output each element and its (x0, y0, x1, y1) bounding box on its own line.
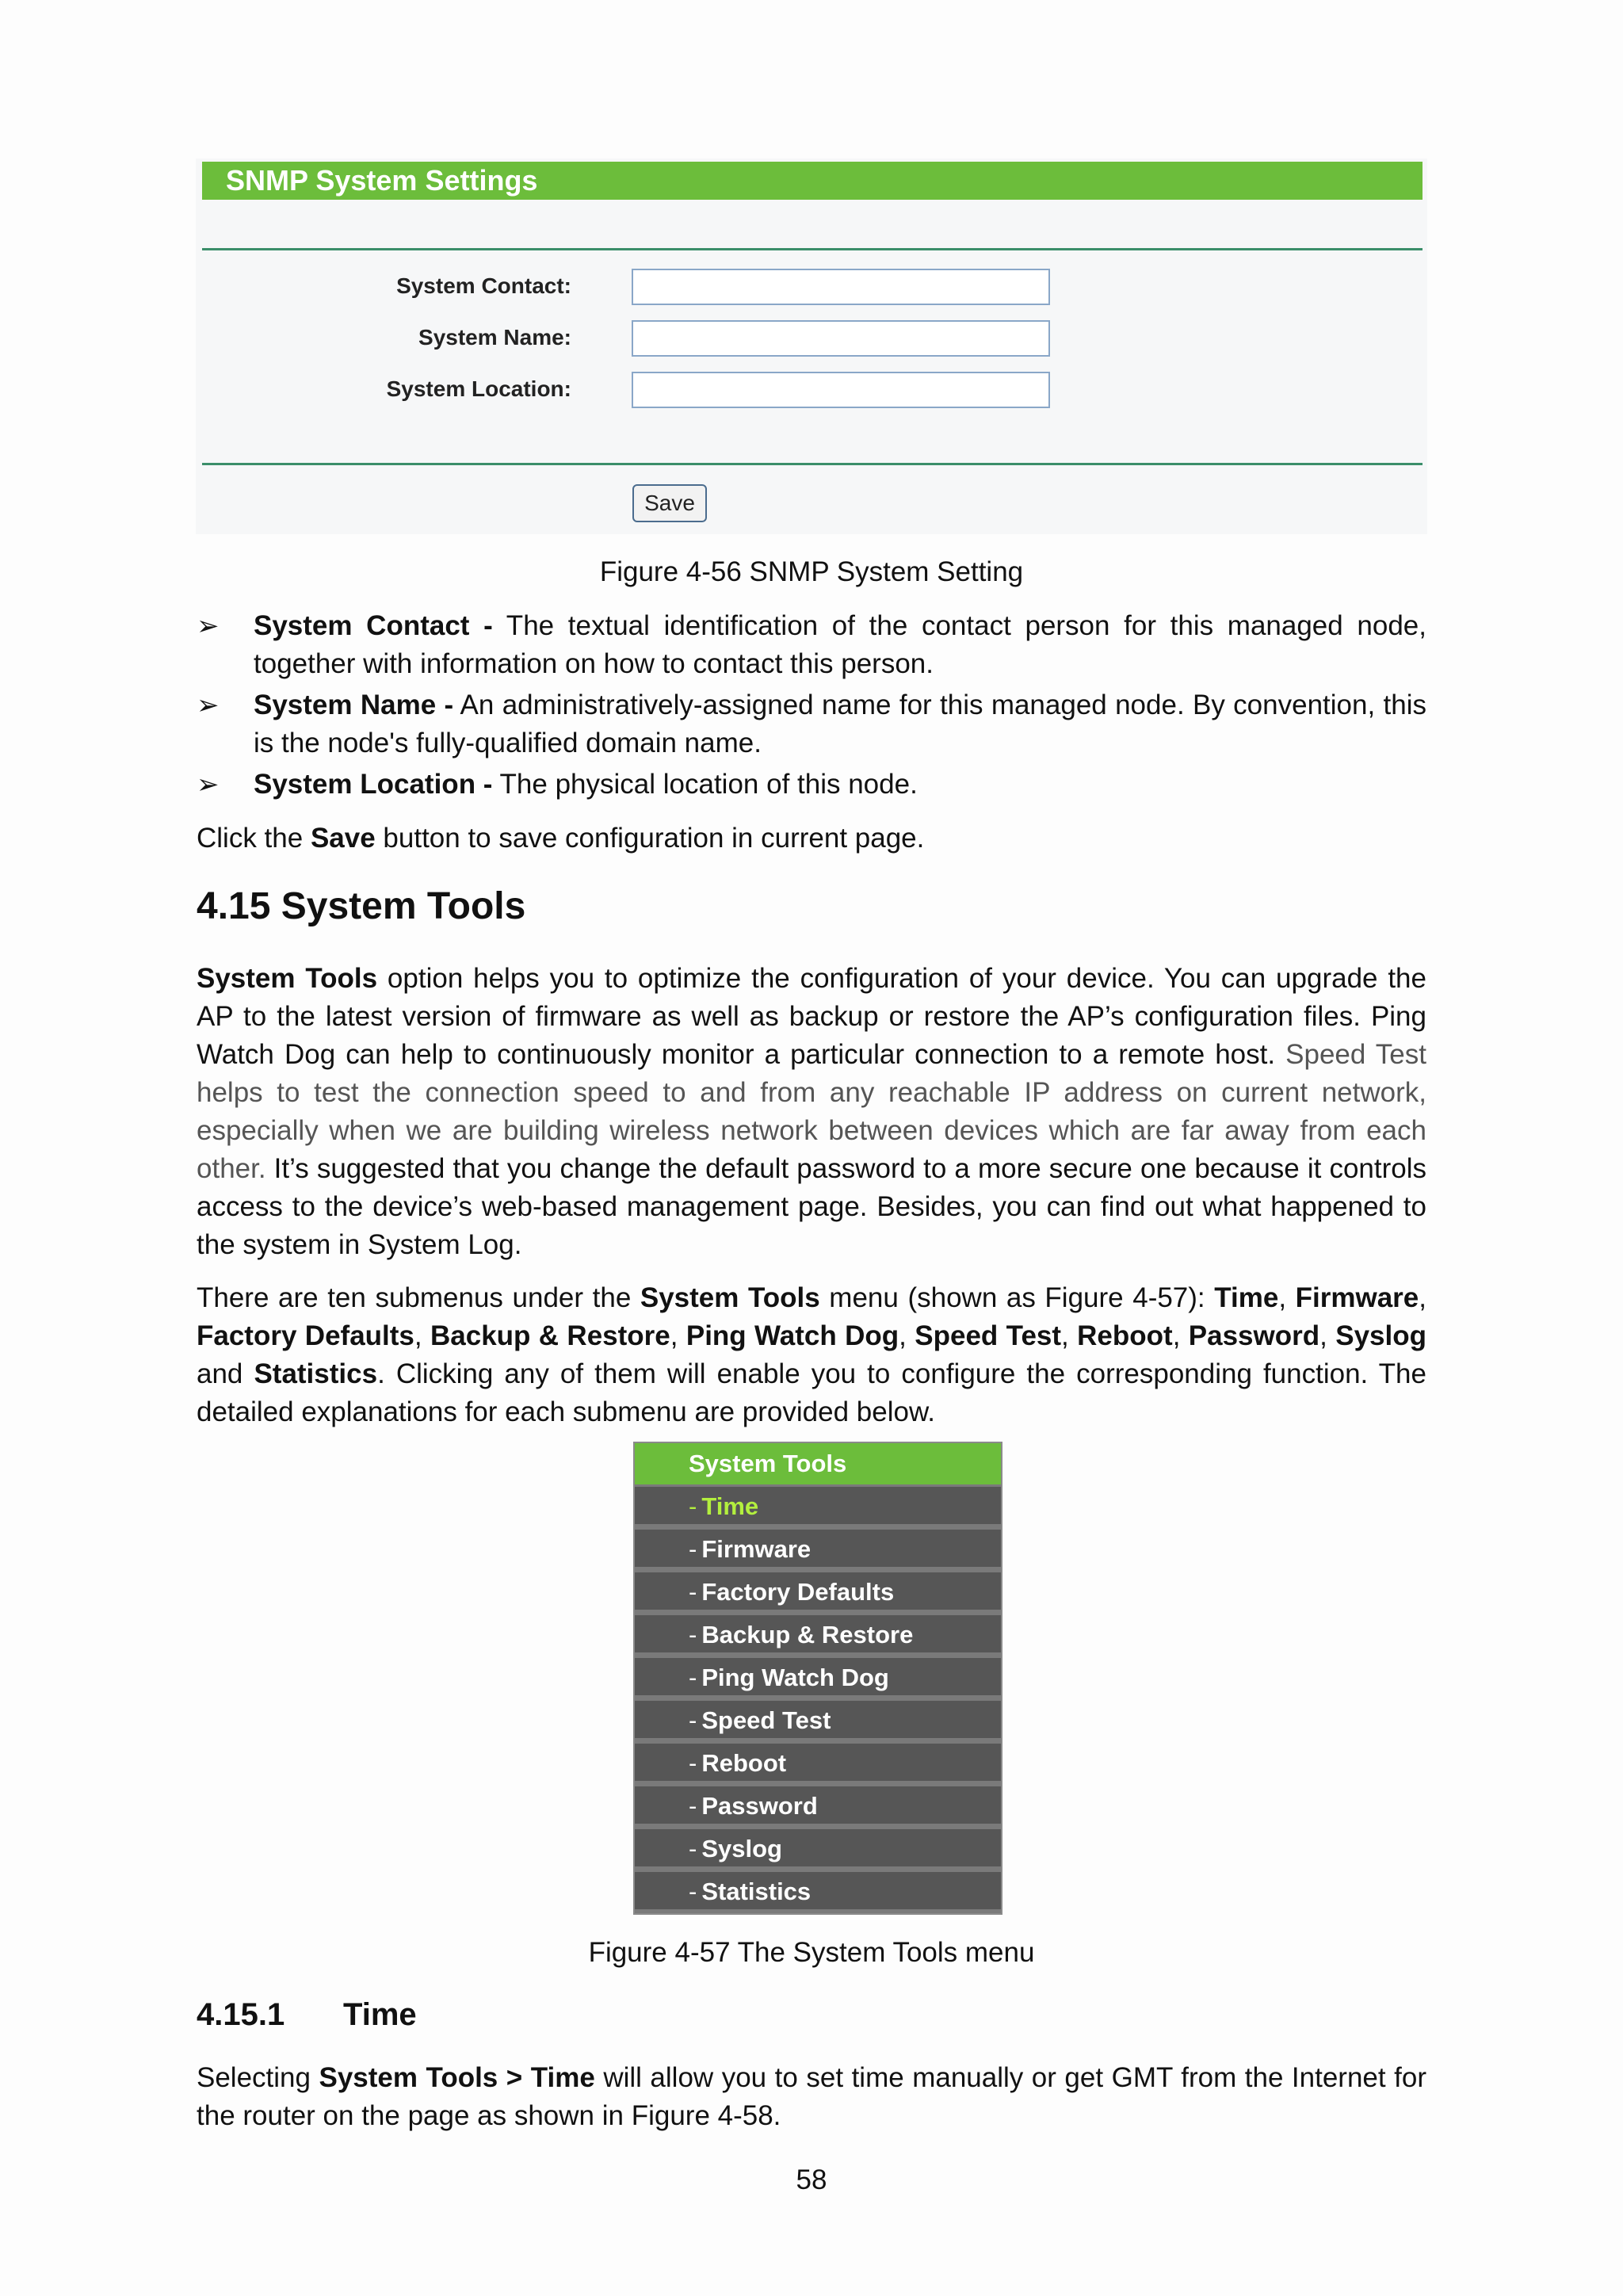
text-bold: Statistics (254, 1358, 378, 1389)
bullet-term: System Name - (254, 690, 454, 720)
bullet-term: System Location - (254, 769, 493, 800)
dash: - (689, 1621, 697, 1648)
text-bold: Time (1214, 1282, 1279, 1313)
system-contact-label: System Contact: (396, 273, 571, 298)
menu-item-label: Time (701, 1492, 759, 1520)
system-location-input[interactable] (632, 372, 1050, 408)
dash: - (689, 1706, 697, 1734)
menu-item-factory-defaults[interactable] (635, 1570, 1001, 1610)
text-bold: System Tools > Time (319, 2062, 595, 2093)
divider (202, 463, 1423, 465)
menu-item-label: Speed Test (701, 1706, 831, 1734)
dash: - (689, 1835, 697, 1862)
menu-item-firmware[interactable] (635, 1527, 1001, 1567)
text: Click the (197, 823, 311, 854)
menu-item-label: Ping Watch Dog (701, 1664, 889, 1691)
text-bold: Password (1188, 1320, 1320, 1351)
menu-item-label: Factory Defaults (701, 1578, 895, 1606)
system-contact-input[interactable] (632, 269, 1050, 305)
system-location-label: System Location: (386, 376, 571, 401)
divider (202, 248, 1423, 250)
dash: - (689, 1664, 697, 1691)
subsection-title: Time (343, 1997, 417, 2032)
dash: - (689, 1578, 697, 1606)
menu-item-time[interactable] (635, 1484, 1001, 1524)
snmp-settings-panel (196, 159, 1427, 534)
menu-item-label: Firmware (701, 1535, 812, 1563)
menu-item-label: Reboot (701, 1749, 787, 1777)
dash: - (689, 1792, 697, 1820)
text: menu (shown as Figure 4-57): (819, 1282, 1215, 1313)
text: Selecting (197, 2062, 319, 2093)
text-bold: System Tools (640, 1282, 820, 1313)
menu-item-reboot[interactable] (635, 1741, 1001, 1781)
menu-item-backup-restore[interactable] (635, 1613, 1001, 1652)
text-bold: Firmware (1295, 1282, 1419, 1313)
dash: - (689, 1878, 697, 1905)
text: It’s suggested that you change the default password to a more secure one because it controls access to the device’s web-based management page. Besides, you can find out what happened to the system in System Log. (197, 1153, 1426, 1260)
menu-item-syslog[interactable] (635, 1827, 1001, 1866)
submenu-paragraph: There are ten submenus under the System Tools menu (shown as Figure 4-57): Time, Firmware, Factory Defaults, Backup & Restore, Ping Watch Dog, Speed Test, Reboot, Password, Syslog and Statistics. Clicking any of them will enable you to configure the corresponding function. The detailed explanations for each submenu are provided below. (197, 1282, 1426, 1427)
text-bold: Factory Defaults (197, 1320, 414, 1351)
menu-item-statistics[interactable] (635, 1870, 1001, 1909)
bullet-arrow-icon: ➢ (197, 690, 220, 720)
figure-caption: Figure 4-56 SNMP System Setting (599, 556, 1024, 587)
text-bold: Ping Watch Dog (685, 1320, 899, 1351)
text-bold: Backup & Restore (430, 1320, 670, 1351)
bullet-system-contact (254, 607, 1426, 683)
save-button[interactable]: Save (632, 484, 707, 522)
text-grey: Speed Test helps to test the connection speed to and from any reachable IP address on current network, especially when we are building wireless network between devices which are far away from each other. (197, 1039, 1426, 1184)
text-bold: Speed Test (915, 1320, 1062, 1351)
text: There are ten submenus under the (197, 1282, 640, 1313)
menu-header-system-tools[interactable]: System Tools (635, 1443, 1001, 1484)
menu-item-label: Syslog (701, 1835, 782, 1862)
save-note (197, 819, 1426, 858)
system-name-label: System Name: (418, 325, 571, 350)
menu-item-label: Password (701, 1792, 818, 1820)
menu-item-ping-watch-dog[interactable] (635, 1656, 1001, 1695)
bullet-arrow-icon: ➢ (197, 611, 220, 641)
text: option helps you to optimize the configuration of your device. You can upgrade the AP to the latest version of firmware as well as backup or restore the AP’s configuration files. Ping Watch Dog can help to continuously monitor a particular connection to a remote host. (197, 963, 1426, 1070)
text-bold: Syslog (1335, 1320, 1426, 1351)
menu-item-label: Statistics (701, 1878, 812, 1905)
snmp-panel-title: SNMP System Settings (202, 162, 1423, 200)
time-paragraph (197, 2059, 1426, 2135)
intro-paragraph (197, 960, 1426, 1264)
text-bold: Save (310, 823, 376, 854)
text: button to save configuration in current page. (375, 823, 925, 854)
text: and (197, 1358, 254, 1389)
text-bold: System Tools (197, 963, 378, 994)
text: will allow you to set time manually or get GMT from the Internet for the router on the page as shown in Figure 4-58. (197, 2062, 1426, 2131)
menu-item-password[interactable] (635, 1784, 1001, 1824)
text-bold: Reboot (1077, 1320, 1173, 1351)
dash: - (689, 1535, 697, 1563)
bullet-desc: The physical location of this node. (492, 769, 918, 800)
bullet-system-name (254, 686, 1426, 762)
subsection-number: 4.15.1 (197, 1997, 285, 2032)
dash: - (689, 1749, 697, 1777)
bullet-arrow-icon: ➢ (197, 770, 220, 800)
menu-item-speed-test[interactable] (635, 1698, 1001, 1738)
figure-caption: Figure 4-57 The System Tools menu (588, 1937, 1035, 1968)
section-heading: 4.15 System Tools (197, 885, 526, 927)
bullet-term: System Contact - (254, 610, 493, 641)
page-number: 58 (796, 2164, 827, 2195)
system-tools-menu (633, 1442, 1002, 1915)
menu-item-label: Backup & Restore (701, 1621, 914, 1648)
dash: - (689, 1492, 697, 1520)
bullet-desc: An administratively-assigned name for this managed node. By convention, this is the node's fully-qualified domain name. (254, 690, 1426, 758)
bullet-system-location (254, 766, 1426, 804)
bullet-desc: The textual identification of the contact person for this managed node, together with information on how to contact this person. (254, 610, 1426, 679)
text: . Clicking any of them will enable you to configure the corresponding function. The detailed explanations for each submenu are provided below. (197, 1358, 1426, 1427)
system-name-input[interactable] (632, 320, 1050, 357)
